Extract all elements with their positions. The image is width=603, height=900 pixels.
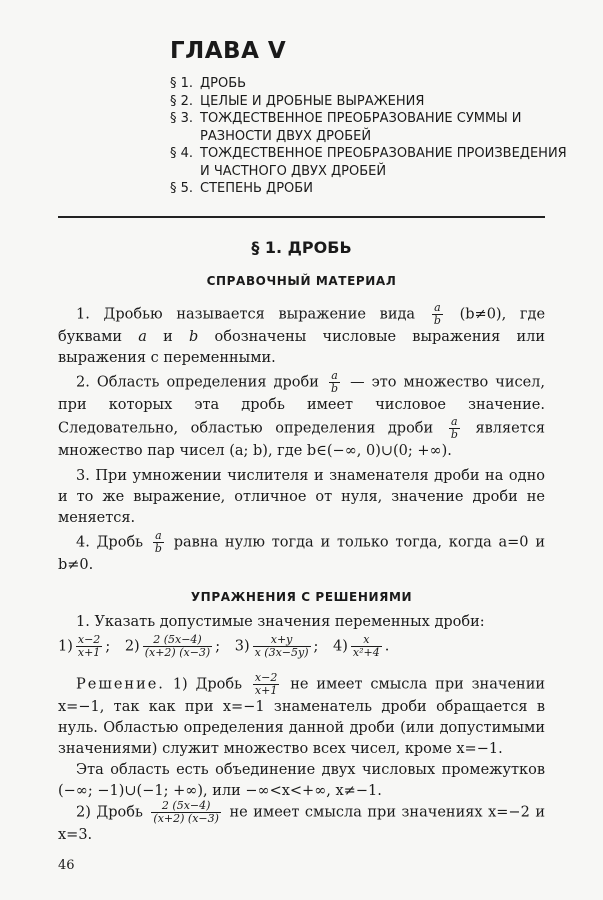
domain-paragraph: 2. Область определения дроби $\frac{a}{b}$ — это множество чисел, при которых эта дробь имеет числовое значение. Следовательно, областью определения дроби $\frac{a}{b}$ является множество пар чисел (a; b), где b∈(−∞, 0)∪(0; +∞). [58,369,546,459]
exercise-item: 4) $\frac{x}{\text{x²+4}}$ . [333,633,390,659]
section-title: § 1. ДРОБЬ [251,238,352,257]
chapter-title: ГЛАВА V [170,38,287,64]
exercise-item: 1) $\frac{x-2}{x+1}$ ; [58,633,111,659]
fraction-a-over-b: $\frac{a}{b}$ [154,529,162,555]
exercise-item: 3) $\frac{x+y}{x (3x-5y)}$ ; [234,633,319,659]
toc-item: § 5. СТЕПЕНЬ ДРОБИ [170,181,313,196]
fraction-a-over-b: $\frac{a}{b}$ [433,301,441,327]
page-number: 46 [58,858,75,873]
solution-paragraph: Решение. 1) Дробь $\frac{x-2}{x+1}$ не имеет смысла при значении x=−1, так как при x=−1 знаменатель дроби обращается в нуль. Областью определения данной дроби (или допустимыми значениями) служит множество всех чисел, кроме x=−1. [58,671,546,757]
exercise-fractions [58,634,545,659]
toc-item: § 2. ЦЕЛЫЕ И ДРОБНЫЕ ВЫРАЖЕНИЯ [170,93,425,109]
table-of-contents [170,75,570,198]
fraction-a-over-b: $\frac{a}{b}$ [330,369,338,395]
toc-item: § 3. ТОЖДЕСТВЕННОЕ ПРЕОБРАЗОВАНИЕ СУММЫ И РАЗНОСТИ ДВУХ ДРОБЕЙ [170,111,522,144]
exercises-heading: УПРАЖНЕНИЯ С РЕШЕНИЯМИ [190,590,413,604]
exercise-task: 1. Указать допустимые значения переменных дроби: [76,614,485,630]
toc-item: § 1. ДРОБЬ [170,76,247,91]
exercise-item: 2) $\frac{2 (5x-4)}{(x+2) (x-3)}$ ; [124,633,221,659]
multiplication-paragraph: 3. При умножении числителя и знаменателя дроби на одно и то же выражение, отличное от нуля, значение дроби не меняется. [58,468,545,526]
solution-paragraph-2: 2) Дробь $\frac{2 (5x-4)}{(x+2) (x-3)}$ не имеет смысла при значениях x=−2 и x=3. [58,799,546,843]
toc-item: § 4. ТОЖДЕСТВЕННОЕ ПРЕОБРАЗОВАНИЕ ПРОИЗВЕДЕНИЯ И ЧАСТНОГО ДВУХ ДРОБЕЙ [170,146,567,179]
section-divider [58,216,545,218]
fraction-a-over-b: $\frac{a}{b}$ [450,415,458,441]
definition-paragraph: 1. Дробью называется выражение вида $\frac{a}{b}$ (b≠0), где буквами a и b обозначены числовые выражения или выражения с переменными. [58,301,546,366]
reference-heading: СПРАВОЧНЫЙ МАТЕРИАЛ [206,274,397,288]
solution-interval-paragraph: Эта область есть объединение двух числовых промежутков (−∞; −1)∪(−1; +∞), или −∞<x<+∞, x≠−1. [58,762,545,799]
zero-fraction-paragraph: 4. Дробь $\frac{a}{b}$ равна нулю тогда и только тогда, когда a=0 и b≠0. [58,529,546,573]
